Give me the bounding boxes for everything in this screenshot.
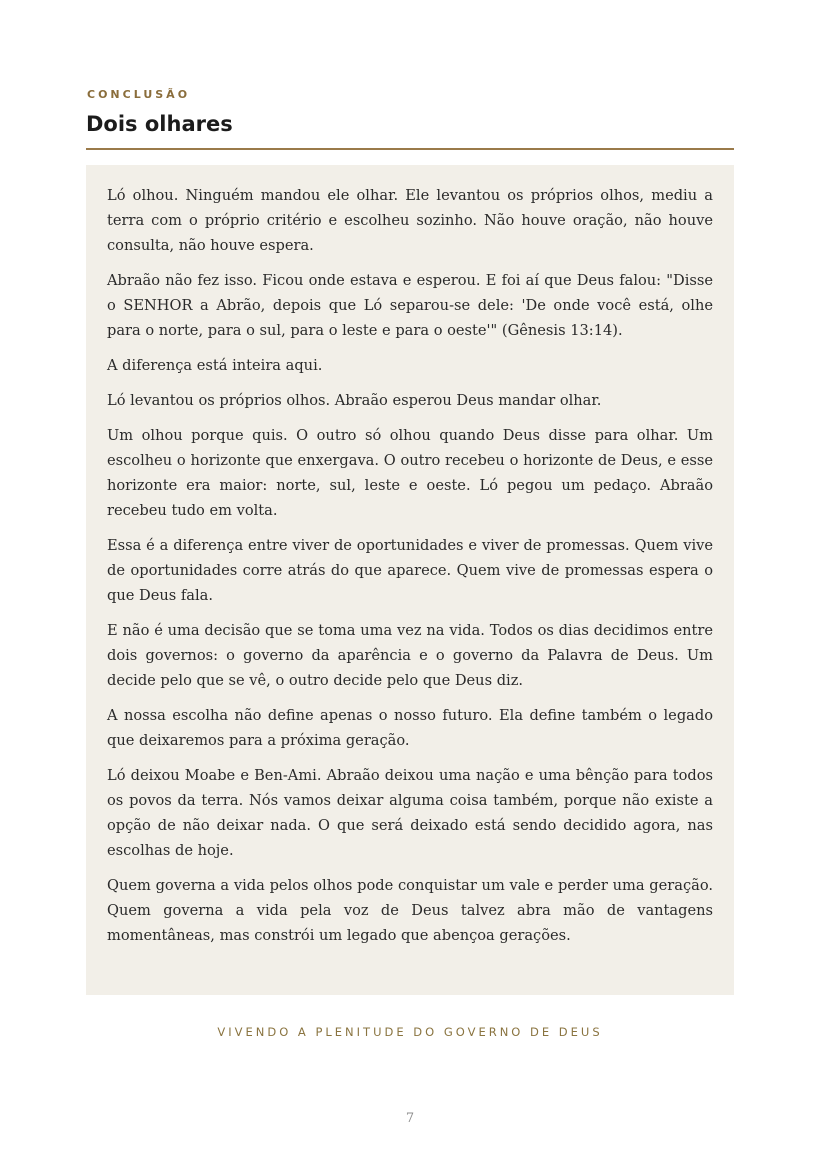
paragraph: Essa é a diferença entre viver de oportunidades e viver de promessas. Quem vive de oportunidades corre atrás do que aparece. Quem vive de promessas espera o que Deus fala.	[107, 537, 713, 604]
section-eyebrow: CONCLUSÃO	[87, 88, 191, 101]
title-divider	[86, 148, 734, 150]
paragraph: Ló deixou Moabe e Ben-Ami. Abraão deixou uma nação e uma bênção para todos os povos da terra. Nós vamos deixar alguma coisa também, porque não existe a opção de não deixar nada. O que será deixado está sendo decidido agora, nas escolhas de hoje.	[107, 767, 713, 859]
conclusion-text-box	[86, 165, 734, 995]
running-title: VIVENDO A PLENITUDE DO GOVERNO DE DEUS	[217, 1025, 603, 1039]
paragraph: Abraão não fez isso. Ficou onde estava e esperou. E foi aí que Deus falou: "Disse o SENHOR a Abrão, depois que Ló separou-se dele: 'De onde você está, olhe para o norte, para o sul, para o leste e para o oeste'" (Gênesis 13:14).	[107, 272, 713, 339]
page-number: 7	[405, 1111, 415, 1126]
page-title: Dois olhares	[86, 112, 233, 136]
paragraph: Ló levantou os próprios olhos. Abraão esperou Deus mandar olhar.	[107, 392, 602, 409]
paragraph: Um olhou porque quis. O outro só olhou quando Deus disse para olhar. Um escolheu o horizonte que enxergava. O outro recebeu o horizonte de Deus, e esse horizonte era maior: norte, sul, leste e oeste. Ló pegou um pedaço. Abraão recebeu tudo em volta.	[107, 427, 713, 519]
paragraph: A nossa escolha não define apenas o nosso futuro. Ela define também o legado que deixaremos para a próxima geração.	[107, 707, 713, 749]
paragraph: Ló olhou. Ninguém mandou ele olhar. Ele levantou os próprios olhos, mediu a terra com o próprio critério e escolheu sozinho. Não houve oração, não houve consulta, não houve espera.	[107, 187, 713, 254]
paragraph: Quem governa a vida pelos olhos pode conquistar um vale e perder uma geração. Quem governa a vida pela voz de Deus talvez abra mão de vantagens momentâneas, mas constrói um legado que abençoa gerações.	[107, 877, 713, 944]
paragraph: A diferença está inteira aqui.	[107, 357, 323, 374]
paragraph: E não é uma decisão que se toma uma vez na vida. Todos os dias decidimos entre dois governos: o governo da aparência e o governo da Palavra de Deus. Um decide pelo que se vê, o outro decide pelo que Deus diz.	[107, 622, 713, 689]
